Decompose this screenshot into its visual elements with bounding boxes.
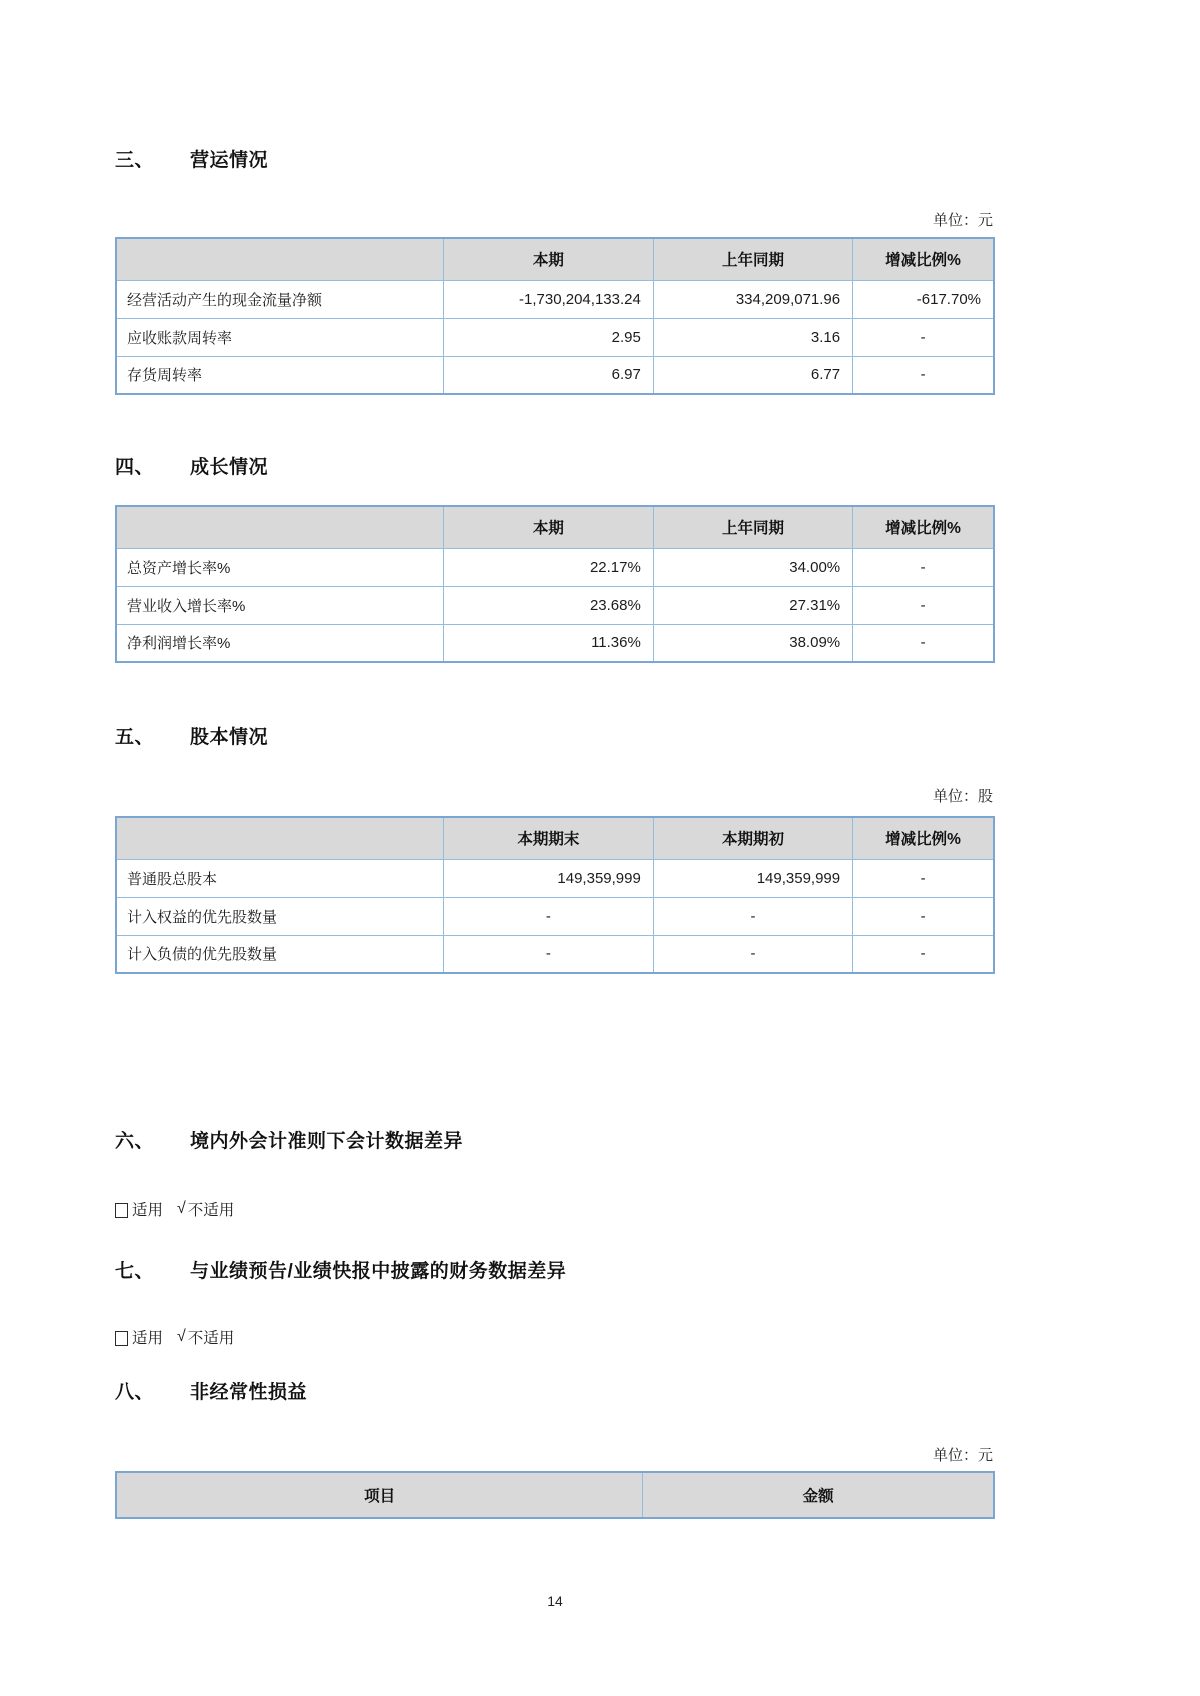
cell-current: -1,730,204,133.24 — [444, 280, 654, 318]
row-label: 净利润增长率% — [116, 624, 444, 662]
operating-table — [115, 237, 995, 395]
applicable-label: 适用 — [132, 1330, 164, 1347]
section-title: 与业绩预告/业绩快报中披露的财务数据差异 — [190, 1261, 567, 1282]
cell-prior: 3.16 — [653, 318, 852, 356]
unit-label: 单位：元 — [932, 212, 993, 229]
table-header-cell — [116, 506, 444, 548]
cell-current: 23.68% — [444, 586, 654, 624]
cell-prior: - — [653, 897, 852, 935]
section-title: 成长情况 — [190, 457, 269, 478]
page-number: 14 — [547, 1593, 563, 1609]
cell-current: 22.17% — [444, 548, 654, 586]
section-title: 营运情况 — [190, 150, 269, 171]
row-label: 普通股总股本 — [116, 859, 444, 897]
check-icon: √ — [177, 1328, 186, 1345]
cell-current: 2.95 — [444, 318, 654, 356]
row-label: 计入权益的优先股数量 — [116, 897, 444, 935]
cell-current: 11.36% — [444, 624, 654, 662]
section-number: 三、 — [115, 150, 155, 171]
applicable-label: 适用 — [132, 1202, 164, 1219]
cell-change: -617.70% — [853, 280, 994, 318]
table-header-cell: 本期 — [444, 238, 654, 280]
section-heading-growth — [115, 452, 995, 479]
cell-change: - — [853, 548, 994, 586]
table-row — [116, 280, 994, 318]
table-header-cell — [116, 817, 444, 859]
table-row — [116, 935, 994, 973]
cell-prior: 6.77 — [653, 356, 852, 394]
row-label: 营业收入增长率% — [116, 586, 444, 624]
not-applicable-label: 不适用 — [187, 1330, 235, 1347]
cell-prior: 38.09% — [653, 624, 852, 662]
share-capital-table — [115, 816, 995, 974]
section-number: 七、 — [115, 1261, 155, 1282]
check-icon: √ — [177, 1200, 186, 1217]
table-header-cell: 金额 — [643, 1472, 994, 1518]
section-number: 八、 — [115, 1382, 155, 1403]
unit-label: 单位：元 — [932, 1447, 993, 1464]
cell-change: - — [853, 318, 994, 356]
table-header-row — [116, 817, 994, 859]
section-heading-forecast-diff — [115, 1256, 995, 1283]
row-label: 应收账款周转率 — [116, 318, 444, 356]
cell-change: - — [853, 356, 994, 394]
section-heading-operating — [115, 145, 995, 172]
table-row — [116, 897, 994, 935]
applicability-line — [115, 1326, 995, 1348]
not-applicable-label: 不适用 — [187, 1202, 235, 1219]
row-label: 经营活动产生的现金流量净额 — [116, 280, 444, 318]
row-label: 存货周转率 — [116, 356, 444, 394]
cell-current: - — [444, 897, 654, 935]
table-row — [116, 548, 994, 586]
table-header-cell: 本期 — [444, 506, 654, 548]
row-label: 总资产增长率% — [116, 548, 444, 586]
table-row — [116, 624, 994, 662]
cell-prior: 27.31% — [653, 586, 852, 624]
non-recurring-table — [115, 1471, 995, 1519]
table-row — [116, 859, 994, 897]
section-title: 境内外会计准则下会计数据差异 — [190, 1131, 464, 1152]
checkbox-unchecked-icon — [115, 1331, 128, 1346]
cell-current: - — [444, 935, 654, 973]
table-row — [116, 586, 994, 624]
table-header-cell: 上年同期 — [653, 506, 852, 548]
section-heading-non-recurring — [115, 1377, 995, 1404]
section-heading-share-capital — [115, 722, 995, 749]
cell-change: - — [853, 586, 994, 624]
unit-label: 单位：股 — [932, 788, 993, 805]
table-header-cell: 本期期末 — [444, 817, 654, 859]
cell-current: 6.97 — [444, 356, 654, 394]
section-number: 四、 — [115, 457, 155, 478]
table-header-cell: 本期期初 — [653, 817, 852, 859]
table-header-cell: 增减比例% — [853, 506, 994, 548]
row-label: 计入负债的优先股数量 — [116, 935, 444, 973]
cell-prior: - — [653, 935, 852, 973]
table-header-row — [116, 238, 994, 280]
table-row — [116, 356, 994, 394]
table-row — [116, 318, 994, 356]
table-header-row — [116, 506, 994, 548]
section-heading-accounting-diff — [115, 1126, 995, 1153]
table-header-row — [116, 1472, 994, 1518]
table-header-cell — [116, 238, 444, 280]
checkbox-unchecked-icon — [115, 1203, 128, 1218]
applicability-line — [115, 1198, 995, 1220]
section-number: 五、 — [115, 727, 155, 748]
section-title: 非经常性损益 — [190, 1382, 308, 1403]
cell-change: - — [853, 859, 994, 897]
cell-change: - — [853, 624, 994, 662]
cell-prior: 34.00% — [653, 548, 852, 586]
cell-change: - — [853, 935, 994, 973]
section-number: 六、 — [115, 1131, 155, 1152]
table-header-cell: 项目 — [116, 1472, 643, 1518]
cell-change: - — [853, 897, 994, 935]
cell-current: 149,359,999 — [444, 859, 654, 897]
table-header-cell: 增减比例% — [853, 817, 994, 859]
table-header-cell: 增减比例% — [853, 238, 994, 280]
cell-prior: 149,359,999 — [653, 859, 852, 897]
growth-table — [115, 505, 995, 663]
section-title: 股本情况 — [190, 727, 269, 748]
table-header-cell: 上年同期 — [653, 238, 852, 280]
cell-prior: 334,209,071.96 — [653, 280, 852, 318]
